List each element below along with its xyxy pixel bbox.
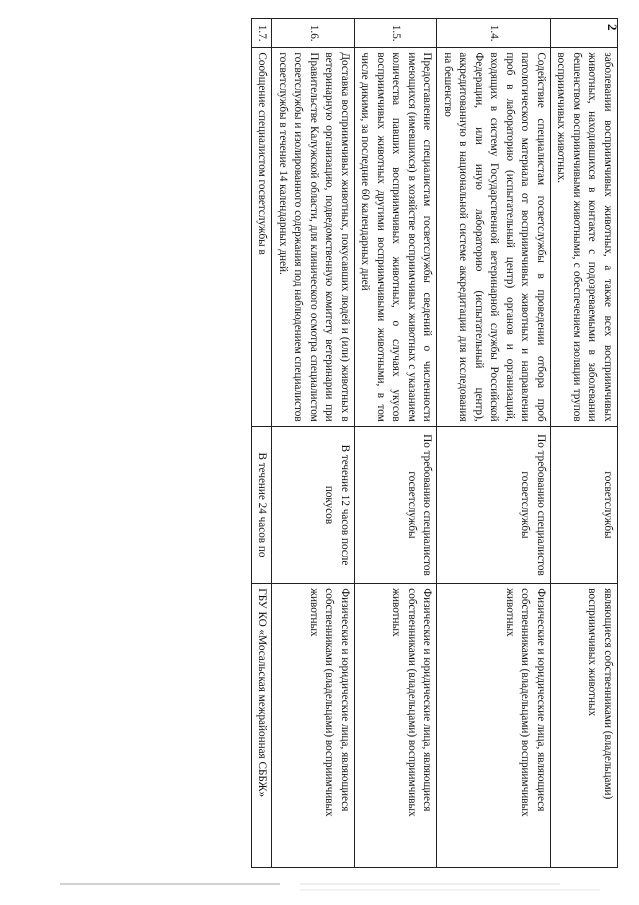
row-action: заболевании восприимчивых животных, а также всех восприимчивых животных, находившихся в контакте с подозреваемыми в заболевании бешенством восприимчивыми животными, с обеспечением изоляции трупов восприимчивых животных. [551, 48, 618, 426]
row-action: Предоставление специалистам госветслужбы сведений о численности имеющихся (имевшихся) в хозяйстве восприимчивых животных с указанием количества павших восприимчивых животных, о случаях укусов восприимчивых животных другими восприимчивыми животными, в том числе дикими, за последние 60 календарных дней [355, 48, 438, 426]
row-performer: Физические и юридические лица, являющиеся собственниками (владельцами) восприимчивых животных [437, 584, 551, 868]
row-action: Сообщение специалистом госветслужбы в [252, 48, 273, 426]
table-row [272, 19, 355, 868]
table-row [252, 19, 273, 868]
row-number: 1.4. [437, 19, 551, 48]
row-action: Содействие специалистам госветслужбы в проведении отбора проб патологического материала от восприимчивых животных и направлении проб в лабораторию (испытательный центр) органов и организаций, входящих в систему Государственной ветеринарной службы Российской Федерации, или иную лабораторию (испытательный центр), аккредитованную в национальной системе аккредитации для исследования на бешенство [437, 48, 551, 426]
row-performer: ГБУ КО «Мосальская межрайонная СББЖ» [252, 584, 273, 868]
rotated-table-container [58, 18, 618, 868]
row-number: 1.7. [252, 19, 273, 48]
table-row [437, 19, 551, 868]
row-term: В течение 24 часов по [252, 426, 273, 584]
row-performer: Физические и юридические лица, являющиеся собственниками (владельцами) восприимчивых животных [355, 584, 438, 868]
row-performer: Физические и юридические лица, являющиеся собственниками (владельцами) восприимчивых животных [272, 584, 355, 868]
row-action: Доставка восприимчивых животных, покусавших людей и (или) животных в ветеринарную организацию, подведомственную комитету ветеринарии при Правительстве Калужской области, для клинического осмотра специалистом госветслужбы и изолированного содержания под наблюдением специалистов госветслужбы в течение 14 календарных дней. [272, 48, 355, 426]
row-term: По требованию специалистов госветслужбы [437, 426, 551, 584]
row-number: 1.5. [355, 19, 438, 48]
row-term: госветслужбы [551, 426, 618, 584]
row-number [551, 19, 618, 48]
table-row [551, 19, 618, 868]
row-number: 1.6. [272, 19, 355, 48]
page-number: 2 [605, 24, 620, 31]
row-term: В течение 12 часов после покусов [272, 426, 355, 584]
row-performer: являющиеся собственниками (владельцами) восприимчивых животных [551, 584, 618, 868]
table-row [355, 19, 438, 868]
measures-table [251, 18, 618, 868]
row-term: По требованию специалистов госветслужбы [355, 426, 438, 584]
